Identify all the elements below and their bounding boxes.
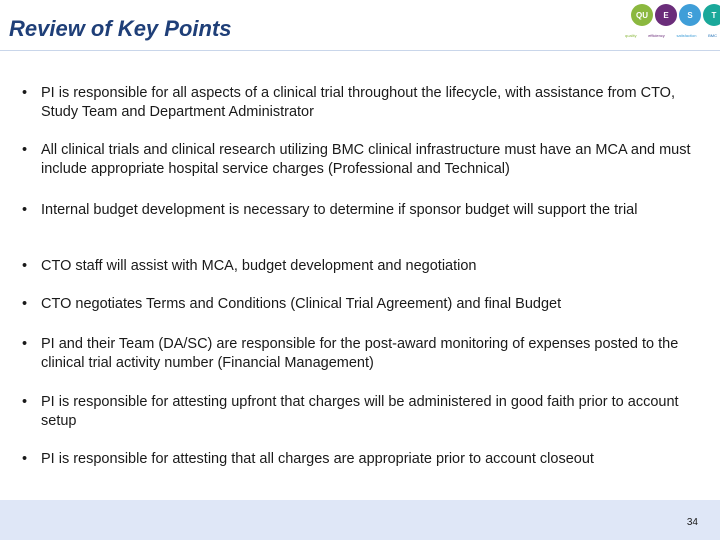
- title-divider: [0, 50, 720, 51]
- logo-tag: satisfaction: [676, 33, 697, 38]
- logo-circle: S: [679, 4, 701, 26]
- bullet-item: [22, 201, 702, 220]
- bullet-item: [22, 450, 702, 469]
- bullet-marker: •: [22, 85, 28, 101]
- bullet-text: Internal budget development is necessary to determine if sponsor budget will support the trial: [41, 202, 638, 218]
- bullet-marker: •: [22, 451, 28, 467]
- bullet-item: [22, 393, 702, 431]
- logo-tagline: [625, 33, 717, 38]
- bullet-item: [22, 257, 702, 276]
- logo-tag: quality: [625, 33, 637, 38]
- bullet-marker: •: [22, 336, 28, 352]
- bullet-marker: •: [22, 202, 28, 218]
- footer-band: [0, 500, 720, 540]
- bullet-text: PI is responsible for attesting that all charges are appropriate prior to account closeout: [41, 451, 594, 467]
- bullet-text: PI is responsible for attesting upfront that charges will be administered in good faith prior to account setup: [41, 394, 679, 429]
- bullet-text: PI is responsible for all aspects of a clinical trial throughout the lifecycle, with assistance from CTO, Study Team and Department Administrator: [41, 85, 675, 120]
- bullet-text: All clinical trials and clinical research utilizing BMC clinical infrastructure must have an MCA and must include appropriate hospital service charges (Professional and Technical): [41, 142, 691, 177]
- bullet-text: CTO negotiates Terms and Conditions (Clinical Trial Agreement) and final Budget: [41, 296, 562, 312]
- bullet-item: [22, 84, 702, 122]
- page-number: 34: [686, 517, 698, 528]
- bullet-item: [22, 335, 702, 373]
- logo-tag: BMC: [708, 33, 717, 38]
- bullet-marker: •: [22, 258, 28, 274]
- bullet-text: PI and their Team (DA/SC) are responsible for the post-award monitoring of expenses posted to the clinical trial activity number (Financial Management): [41, 336, 679, 371]
- logo-circle: T: [703, 4, 720, 26]
- bullet-item: [22, 295, 702, 314]
- bullet-text: CTO staff will assist with MCA, budget development and negotiation: [41, 258, 477, 274]
- quest-logo: [625, 4, 717, 44]
- slide-title: Review of Key Points: [9, 16, 232, 41]
- logo-circle: E: [655, 4, 677, 26]
- bullet-item: [22, 141, 702, 179]
- bullet-marker: •: [22, 296, 28, 312]
- bullet-marker: •: [22, 394, 28, 410]
- logo-circle: QU: [631, 4, 653, 26]
- logo-tag: efficiency: [648, 33, 665, 38]
- bullet-marker: •: [22, 142, 28, 158]
